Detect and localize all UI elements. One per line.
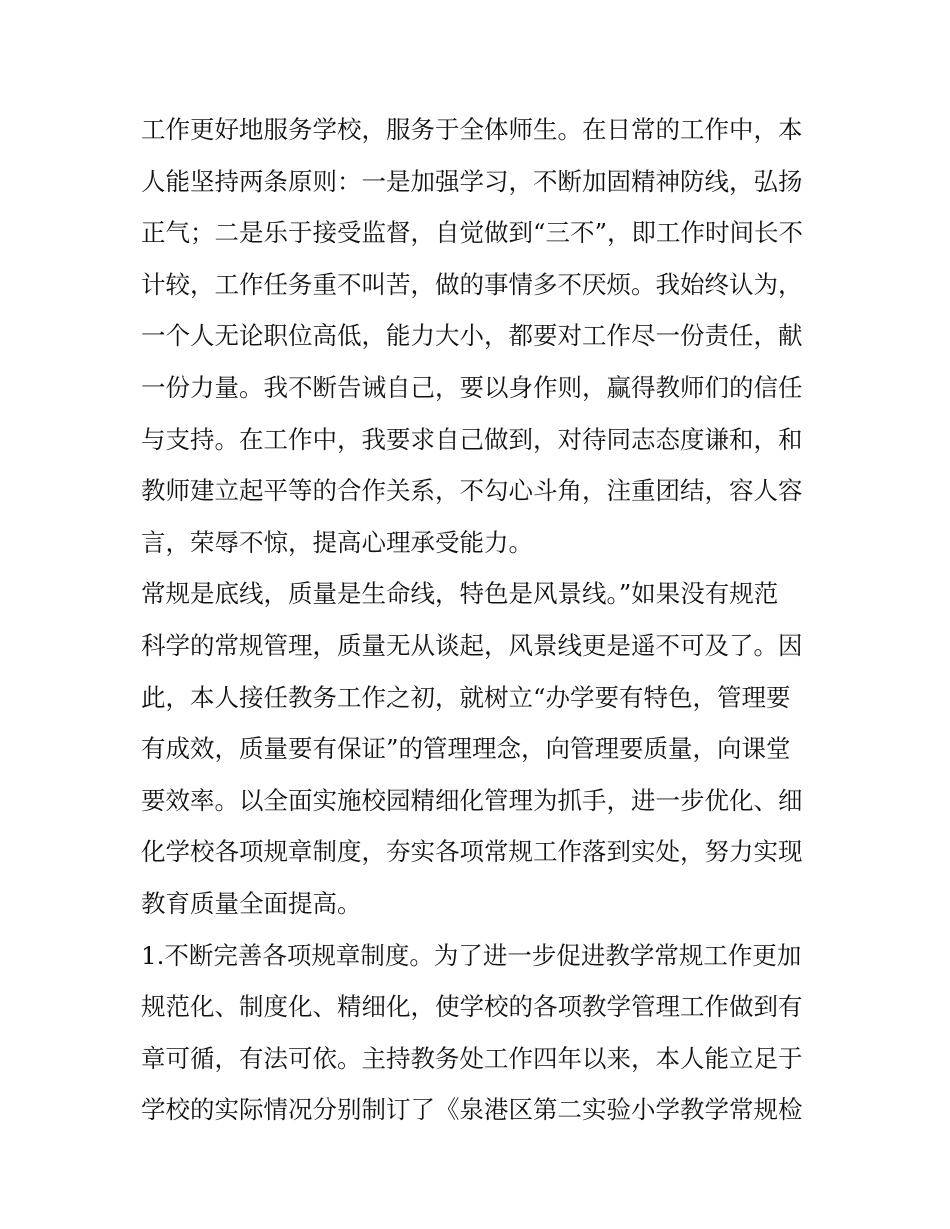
text-line: 1.不断完善各项规章制度。为了进一步促进教学常规工作更加: [141, 940, 802, 970]
text-line: 一份力量。我不断告诫自己，要以身作则，赢得教师们的信任: [141, 372, 803, 402]
text-line: 教师建立起平等的合作关系，不勾心斗角，注重团结，容人容: [141, 476, 803, 506]
text-line: 人能坚持两条原则：一是加强学习，不断加固精神防线，弘扬: [141, 166, 803, 196]
text-line: 有成效，质量要有保证”的管理理念，向管理要质量，向课堂: [141, 734, 791, 764]
text-line: 此，本人接任教务工作之初，就树立“办学要有特色，管理要: [141, 682, 791, 712]
text-line: 常规是底线，质量是生命线，特色是风景线。”如果没有规范: [141, 579, 779, 609]
text-line: 与支持。在工作中，我要求自己做到，对待同志态度谦和，和: [141, 424, 803, 454]
text-line: 言，荣辱不惊，提高心理承受能力。: [141, 527, 533, 557]
text-line: 教育质量全面提高。: [141, 888, 362, 918]
text-line: 化学校各项规章制度，夯实各项常规工作落到实处，努力实现: [141, 837, 803, 867]
text-line: 正气；二是乐于接受监督，自觉做到“三不”，即工作时间长不: [141, 218, 804, 248]
body-text: [141, 104, 831, 1136]
text-line: 计较，工作任务重不叫苦，做的事情多不厌烦。我始终认为，: [141, 269, 803, 299]
text-line: 学校的实际情况分别制订了《泉港区第二实验小学教学常规检: [141, 1095, 803, 1125]
text-line: 章可循，有法可依。主持教务处工作四年以来，本人能立足于: [141, 1043, 803, 1073]
text-line: 科学的常规管理，质量无从谈起，风景线更是遥不可及了。因: [141, 630, 803, 660]
text-line: 要效率。以全面实施校园精细化管理为抓手，进一步优化、细: [141, 785, 803, 815]
text-line: 规范化、制度化、精细化，使学校的各项教学管理工作做到有: [141, 992, 803, 1022]
text-line: 一个人无论职位高低，能力大小，都要对工作尽一份责任，献: [141, 321, 803, 351]
text-line: 工作更好地服务学校，服务于全体师生。在日常的工作中，本: [141, 115, 803, 144]
